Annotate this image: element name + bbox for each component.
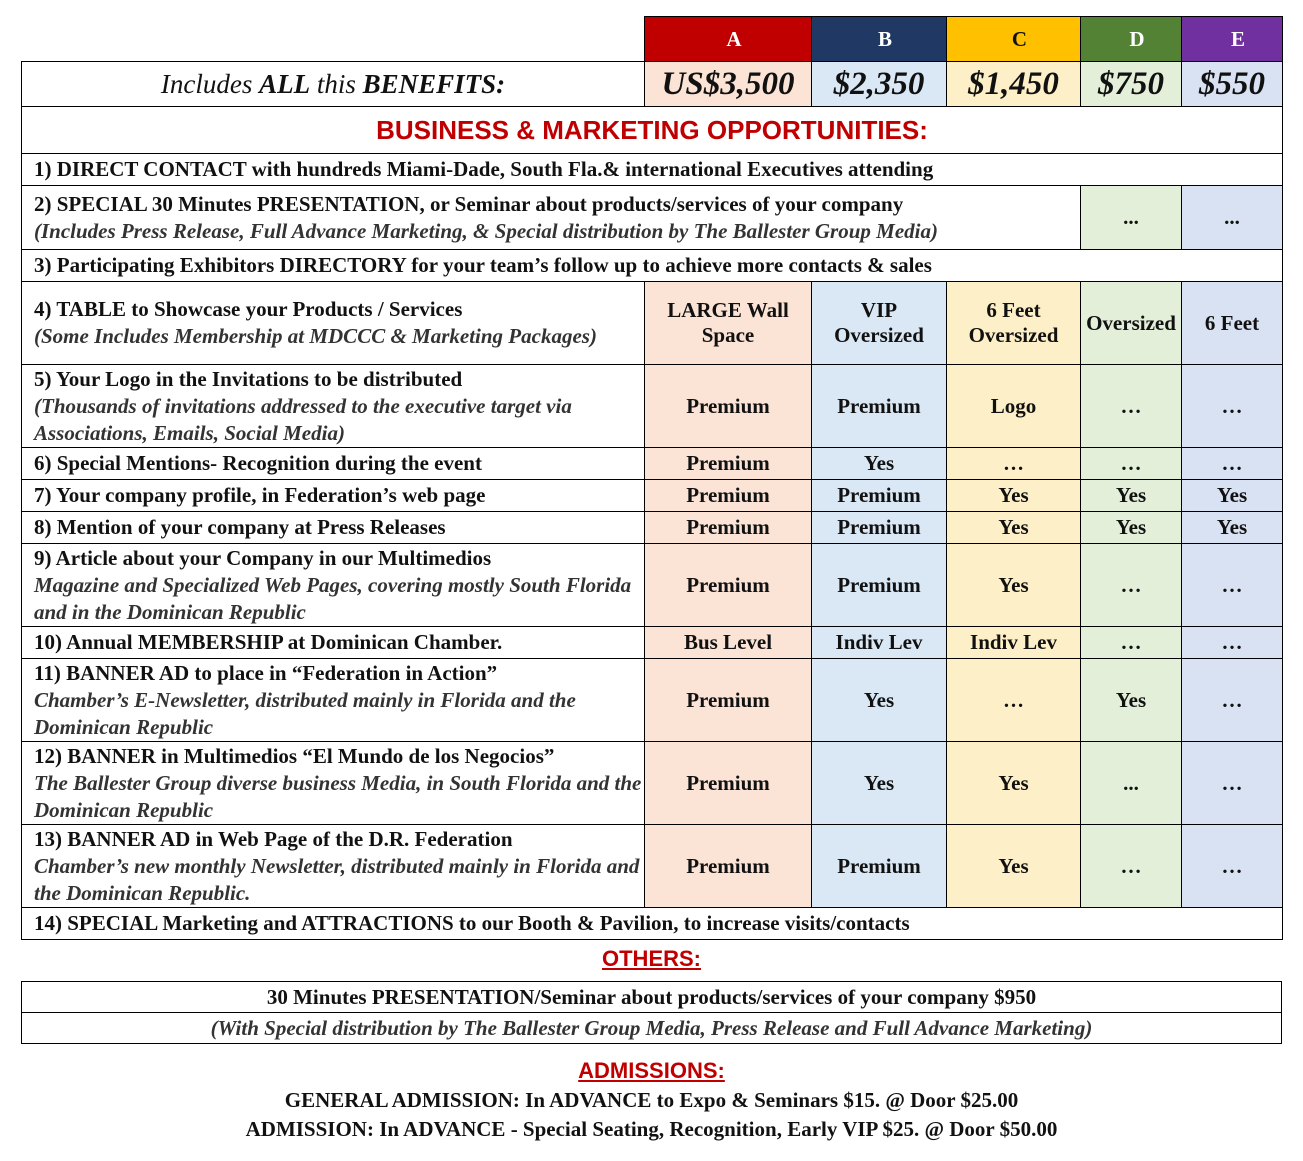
- benefit-row: [22, 186, 1283, 250]
- tier-c-value: 6 Feet Oversized: [947, 282, 1081, 365]
- tier-a-value: Premium: [645, 825, 812, 908]
- benefit-title: 2) SPECIAL 30 Minutes PRESENTATION, or Seminar about products/services of your company: [34, 191, 904, 216]
- benefit-description: [22, 627, 645, 659]
- tier-a-value: Bus Level: [645, 627, 812, 659]
- benefit-title: 1) DIRECT CONTACT with hundreds Miami-Dade, South Fla.& international Executives attending: [34, 157, 934, 181]
- tier-d-value: …: [1081, 448, 1182, 480]
- tier-e-value: ...: [1182, 186, 1283, 250]
- tier-e-value: …: [1182, 365, 1283, 448]
- tier-e-value: …: [1182, 544, 1283, 627]
- benefit-title: 8) Mention of your company at Press Releases: [34, 515, 446, 539]
- tier-d-value: …: [1081, 627, 1182, 659]
- benefit-description: [22, 544, 645, 627]
- benefit-subtitle: Chamber’s new monthly Newsletter, distributed mainly in Florida and the Dominican Republic.: [34, 853, 640, 905]
- tier-e-value: Yes: [1182, 512, 1283, 544]
- benefit-subtitle: (Thousands of invitations addressed to the executive target via Associations, Emails, Social Media): [34, 393, 572, 445]
- tier-a-value: Premium: [645, 742, 812, 825]
- benefit-title: 7) Your company profile, in Federation’s web page: [34, 483, 486, 507]
- tier-a-value: Premium: [645, 659, 812, 742]
- tier-d-letter: D: [1081, 17, 1182, 62]
- benefit-title: 11) BANNER AD to place in “Federation in Action”: [34, 660, 498, 685]
- admission-line-1: GENERAL ADMISSION: In ADVANCE to Expo & Seminars $15. @ Door $25.00: [284, 1088, 1019, 1112]
- tier-b-letter: B: [812, 17, 947, 62]
- benefit-row: [22, 825, 1283, 908]
- benefit-description: [22, 365, 645, 448]
- tier-b-price: $2,350: [812, 62, 947, 107]
- benefit-row: [22, 154, 1283, 186]
- benefit-subtitle: The Ballester Group diverse business Media, in South Florida and the Dominican Republic: [34, 770, 642, 822]
- includes-middle: this: [310, 68, 363, 99]
- admissions-title: ADMISSIONS:: [578, 1058, 725, 1083]
- benefit-title: 4) TABLE to Showcase your Products / Services: [34, 297, 463, 321]
- tier-d-value: Yes: [1081, 512, 1182, 544]
- benefit-description: [22, 282, 645, 365]
- benefit-row: [22, 448, 1283, 480]
- tier-c-value: …: [947, 448, 1081, 480]
- benefit-row: [22, 480, 1283, 512]
- tier-a-value: Premium: [645, 365, 812, 448]
- price-row: [22, 62, 1283, 107]
- benefit-description: [22, 742, 645, 825]
- tier-c-value: Logo: [947, 365, 1081, 448]
- tier-b-value: VIP Oversized: [812, 282, 947, 365]
- benefit-row: [22, 627, 1283, 659]
- tier-c-price: $1,450: [947, 62, 1081, 107]
- benefit-description: [22, 659, 645, 742]
- benefit-row: [22, 659, 1283, 742]
- tier-c-value: Yes: [947, 480, 1081, 512]
- tier-a-value: Premium: [645, 544, 812, 627]
- benefits-table: [21, 16, 1283, 940]
- benefit-description: [22, 908, 1283, 940]
- tier-d-value: …: [1081, 365, 1182, 448]
- tier-d-value: Yes: [1081, 480, 1182, 512]
- tier-a-price: US$3,500: [645, 62, 812, 107]
- tier-c-value: Yes: [947, 825, 1081, 908]
- tier-e-value: …: [1182, 448, 1283, 480]
- benefit-rows: [22, 154, 1283, 940]
- benefit-subtitle: Magazine and Specialized Web Pages, covering mostly South Florida and in the Dominican Republic: [34, 572, 632, 624]
- benefit-title: 3) Participating Exhibitors DIRECTORY for your team’s follow up to achieve more contacts & sales: [34, 253, 932, 277]
- section-title: BUSINESS & MARKETING OPPORTUNITIES:: [22, 107, 1283, 154]
- tier-c-value: Indiv Lev: [947, 627, 1081, 659]
- benefit-row: [22, 512, 1283, 544]
- benefit-description: [22, 825, 645, 908]
- tier-e-value: 6 Feet: [1182, 282, 1283, 365]
- benefit-title: 9) Article about your Company in our Multimedios: [34, 545, 492, 570]
- benefit-subtitle: (Includes Press Release, Full Advance Marketing, & Special distribution by The Ballester Group Media): [34, 218, 938, 243]
- tier-b-value: Premium: [812, 365, 947, 448]
- tier-d-price: $750: [1081, 62, 1182, 107]
- others-title: OTHERS:: [602, 946, 701, 971]
- benefit-description: [22, 512, 645, 544]
- tier-e-value: …: [1182, 742, 1283, 825]
- others-table: [21, 981, 1282, 1044]
- tier-c-value: Yes: [947, 742, 1081, 825]
- tier-b-value: Yes: [812, 742, 947, 825]
- tier-b-value: Premium: [812, 480, 947, 512]
- benefit-row: [22, 742, 1283, 825]
- tier-a-value: Premium: [645, 480, 812, 512]
- benefit-title: 5) Your Logo in the Invitations to be distributed: [34, 366, 463, 391]
- benefit-row: [22, 365, 1283, 448]
- includes-prefix: Includes: [160, 68, 260, 99]
- others-line-1: 30 Minutes PRESENTATION/Seminar about products/services of your company $950: [22, 982, 1282, 1013]
- empty-corner: [22, 17, 645, 62]
- benefit-description: [22, 448, 645, 480]
- includes-benefits: BENEFITS:: [362, 68, 506, 99]
- tier-a-letter: A: [645, 17, 812, 62]
- tier-e-letter: E: [1182, 17, 1283, 62]
- tier-c-value: Yes: [947, 544, 1081, 627]
- includes-heading: [22, 62, 645, 107]
- admission-line-2: ADMISSION: In ADVANCE - Special Seating, Recognition, Early VIP $25. @ Door $50.00: [245, 1117, 1058, 1141]
- tier-b-value: Premium: [812, 825, 947, 908]
- benefit-row: [22, 282, 1283, 365]
- tier-e-value: …: [1182, 627, 1283, 659]
- tier-a-value: Premium: [645, 512, 812, 544]
- benefit-title: 10) Annual MEMBERSHIP at Dominican Chamber.: [34, 630, 503, 654]
- tier-c-value: …: [947, 659, 1081, 742]
- tier-d-value: …: [1081, 544, 1182, 627]
- benefit-subtitle: Chamber’s E-Newsletter, distributed mainly in Florida and the Dominican Republic: [34, 687, 576, 739]
- tier-d-value: …: [1081, 825, 1182, 908]
- tier-a-value: Premium: [645, 448, 812, 480]
- tier-b-value: Premium: [812, 544, 947, 627]
- tier-b-value: Indiv Lev: [812, 627, 947, 659]
- tier-e-value: …: [1182, 825, 1283, 908]
- benefit-description: [22, 154, 1283, 186]
- tier-e-price: $550: [1182, 62, 1283, 107]
- benefit-row: [22, 544, 1283, 627]
- tier-c-letter: C: [947, 17, 1081, 62]
- tier-d-value: Yes: [1081, 659, 1182, 742]
- benefit-row: [22, 250, 1283, 282]
- others-line-2: (With Special distribution by The Ballester Group Media, Press Release and Full Advance Marketing): [22, 1013, 1282, 1044]
- benefit-description: [22, 250, 1283, 282]
- tier-b-value: Premium: [812, 512, 947, 544]
- tier-d-value: Oversized: [1081, 282, 1182, 365]
- benefit-description: [22, 186, 1081, 250]
- tier-a-value: LARGE Wall Space: [645, 282, 812, 365]
- benefit-row: [22, 908, 1283, 940]
- tier-e-value: …: [1182, 659, 1283, 742]
- benefit-title: 12) BANNER in Multimedios “El Mundo de los Negocios”: [34, 743, 555, 768]
- tier-letter-row: [22, 17, 1283, 62]
- tier-b-value: Yes: [812, 659, 947, 742]
- benefit-subtitle: (Some Includes Membership at MDCCC & Marketing Packages): [34, 324, 597, 348]
- benefit-title: 6) Special Mentions- Recognition during the event: [34, 451, 482, 475]
- tier-b-value: Yes: [812, 448, 947, 480]
- tier-d-value: ...: [1081, 186, 1182, 250]
- benefit-title: 13) BANNER AD in Web Page of the D.R. Federation: [34, 826, 513, 851]
- tier-e-value: Yes: [1182, 480, 1283, 512]
- benefit-title: 14) SPECIAL Marketing and ATTRACTIONS to our Booth & Pavilion, to increase visits/contacts: [34, 911, 910, 935]
- tier-c-value: Yes: [947, 512, 1081, 544]
- benefit-description: [22, 480, 645, 512]
- tier-d-value: ...: [1081, 742, 1182, 825]
- section-row: [22, 107, 1283, 154]
- includes-all: ALL: [259, 68, 311, 99]
